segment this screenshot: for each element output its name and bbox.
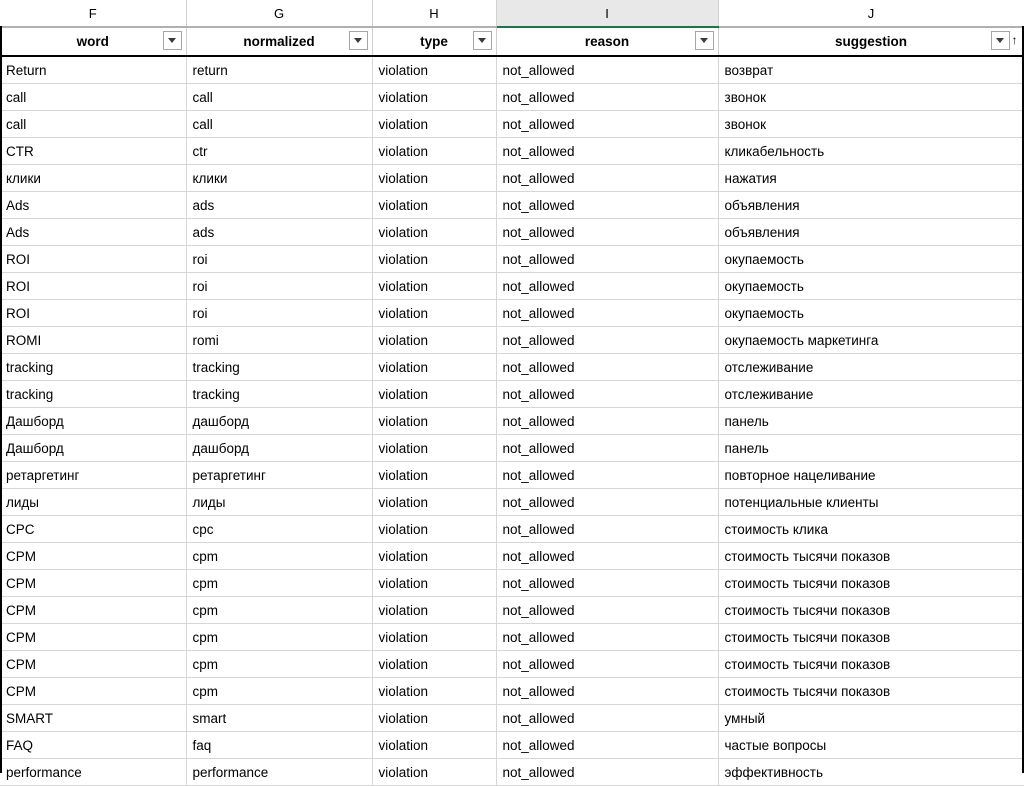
cell-reason[interactable]: not_allowed: [496, 165, 718, 192]
cell-normalized[interactable]: клики: [186, 165, 372, 192]
cell-suggestion[interactable]: стоимость тысячи показов: [718, 543, 1024, 570]
cell-reason[interactable]: not_allowed: [496, 462, 718, 489]
cell-normalized[interactable]: return: [186, 56, 372, 84]
field-header-normalized: [186, 27, 372, 56]
table-row[interactable]: [0, 543, 1024, 570]
cell-word[interactable]: Ads: [0, 192, 186, 219]
cell-suggestion[interactable]: стоимость тысячи показов: [718, 597, 1024, 624]
cell-word[interactable]: Ads: [0, 219, 186, 246]
cell-type[interactable]: violation: [372, 246, 496, 273]
cell-word[interactable]: CTR: [0, 138, 186, 165]
filter-dropdown-icon-normalized[interactable]: [349, 31, 368, 50]
cell-normalized[interactable]: cpm: [186, 570, 372, 597]
cell-type[interactable]: violation: [372, 354, 496, 381]
filter-dropdown-icon-type[interactable]: [473, 31, 492, 50]
cell-word[interactable]: ROI: [0, 300, 186, 327]
cell-suggestion[interactable]: окупаемость: [718, 273, 1024, 300]
cell-reason[interactable]: not_allowed: [496, 408, 718, 435]
table-row[interactable]: [0, 381, 1024, 408]
cell-word[interactable]: tracking: [0, 354, 186, 381]
column-header-f[interactable]: F: [0, 0, 186, 27]
cell-type[interactable]: violation: [372, 138, 496, 165]
cell-type[interactable]: violation: [372, 462, 496, 489]
table-row[interactable]: [0, 138, 1024, 165]
cell-normalized[interactable]: tracking: [186, 354, 372, 381]
cell-reason[interactable]: not_allowed: [496, 435, 718, 462]
cell-reason[interactable]: not_allowed: [496, 516, 718, 543]
filter-dropdown-icon-word[interactable]: [163, 31, 182, 50]
cell-reason[interactable]: not_allowed: [496, 192, 718, 219]
field-header-word-label: word: [76, 34, 109, 49]
cell-normalized[interactable]: дашборд: [186, 435, 372, 462]
cell-word[interactable]: CPM: [0, 678, 186, 705]
cell-type[interactable]: violation: [372, 435, 496, 462]
cell-type[interactable]: violation: [372, 678, 496, 705]
cell-normalized[interactable]: call: [186, 111, 372, 138]
cell-word[interactable]: CPM: [0, 597, 186, 624]
cell-type[interactable]: violation: [372, 624, 496, 651]
field-header-type: [372, 27, 496, 56]
cell-suggestion[interactable]: нажатия: [718, 165, 1024, 192]
field-header-suggestion: [718, 27, 1024, 56]
cell-suggestion[interactable]: стоимость тысячи показов: [718, 624, 1024, 651]
cell-reason[interactable]: not_allowed: [496, 705, 718, 732]
cell-reason[interactable]: not_allowed: [496, 327, 718, 354]
cell-word[interactable]: Дашборд: [0, 408, 186, 435]
table-row[interactable]: [0, 435, 1024, 462]
cell-suggestion[interactable]: панель: [718, 408, 1024, 435]
cell-normalized[interactable]: cpm: [186, 678, 372, 705]
cell-suggestion[interactable]: стоимость клика: [718, 516, 1024, 543]
cell-suggestion[interactable]: стоимость тысячи показов: [718, 678, 1024, 705]
cell-word[interactable]: CPM: [0, 651, 186, 678]
cell-normalized[interactable]: cpc: [186, 516, 372, 543]
cell-reason[interactable]: not_allowed: [496, 489, 718, 516]
cell-word[interactable]: SMART: [0, 705, 186, 732]
field-header-reason: [496, 27, 718, 56]
cell-reason[interactable]: not_allowed: [496, 597, 718, 624]
cell-normalized[interactable]: cpm: [186, 624, 372, 651]
table-row[interactable]: [0, 84, 1024, 111]
table-row[interactable]: [0, 462, 1024, 489]
cell-type[interactable]: violation: [372, 732, 496, 759]
cell-reason[interactable]: not_allowed: [496, 219, 718, 246]
table-left-border: [0, 26, 2, 773]
cell-normalized[interactable]: ретаргетинг: [186, 462, 372, 489]
cell-suggestion[interactable]: повторное нацеливание: [718, 462, 1024, 489]
cell-reason[interactable]: not_allowed: [496, 138, 718, 165]
cell-word[interactable]: Return: [0, 56, 186, 84]
column-header-i[interactable]: I: [496, 0, 718, 27]
cell-word[interactable]: Дашборд: [0, 435, 186, 462]
table-row[interactable]: [0, 300, 1024, 327]
cell-type[interactable]: violation: [372, 56, 496, 84]
cell-type[interactable]: violation: [372, 570, 496, 597]
cell-reason[interactable]: not_allowed: [496, 732, 718, 759]
cell-normalized[interactable]: лиды: [186, 489, 372, 516]
cell-suggestion[interactable]: панель: [718, 435, 1024, 462]
cell-reason[interactable]: not_allowed: [496, 354, 718, 381]
cell-suggestion[interactable]: звонок: [718, 84, 1024, 111]
table-row[interactable]: [0, 56, 1024, 84]
cell-reason[interactable]: not_allowed: [496, 56, 718, 84]
filter-dropdown-icon-suggestion[interactable]: [991, 31, 1018, 50]
cell-suggestion[interactable]: стоимость тысячи показов: [718, 570, 1024, 597]
cell-reason[interactable]: not_allowed: [496, 570, 718, 597]
sort-ascending-icon: ↑: [1011, 33, 1018, 47]
cell-suggestion[interactable]: окупаемость маркетинга: [718, 327, 1024, 354]
cell-word[interactable]: call: [0, 111, 186, 138]
cell-suggestion[interactable]: потенциальные клиенты: [718, 489, 1024, 516]
cell-normalized[interactable]: ads: [186, 219, 372, 246]
cell-suggestion[interactable]: возврат: [718, 56, 1024, 84]
cell-reason[interactable]: not_allowed: [496, 381, 718, 408]
table-row[interactable]: [0, 732, 1024, 759]
cell-suggestion[interactable]: кликабельность: [718, 138, 1024, 165]
cell-normalized[interactable]: roi: [186, 246, 372, 273]
cell-word[interactable]: FAQ: [0, 732, 186, 759]
cell-type[interactable]: violation: [372, 705, 496, 732]
cell-word[interactable]: CPM: [0, 543, 186, 570]
cell-suggestion[interactable]: эффективность: [718, 759, 1024, 786]
cell-normalized[interactable]: tracking: [186, 381, 372, 408]
cell-type[interactable]: violation: [372, 759, 496, 786]
cell-reason[interactable]: not_allowed: [496, 111, 718, 138]
table-row[interactable]: [0, 516, 1024, 543]
cell-suggestion[interactable]: отслеживание: [718, 381, 1024, 408]
field-header-type-label: type: [420, 34, 448, 49]
cell-normalized[interactable]: дашборд: [186, 408, 372, 435]
cell-word[interactable]: call: [0, 84, 186, 111]
cell-type[interactable]: violation: [372, 219, 496, 246]
cell-suggestion[interactable]: окупаемость: [718, 246, 1024, 273]
cell-suggestion[interactable]: окупаемость: [718, 300, 1024, 327]
field-header-row: [0, 27, 1024, 56]
table-row[interactable]: [0, 192, 1024, 219]
column-letter-row: [0, 0, 1024, 27]
cell-normalized[interactable]: roi: [186, 300, 372, 327]
cell-reason[interactable]: not_allowed: [496, 273, 718, 300]
table-row[interactable]: [0, 705, 1024, 732]
cell-word[interactable]: лиды: [0, 489, 186, 516]
column-header-g[interactable]: G: [186, 0, 372, 27]
cell-normalized[interactable]: call: [186, 84, 372, 111]
cell-normalized[interactable]: ctr: [186, 138, 372, 165]
table-row[interactable]: [0, 327, 1024, 354]
table-body: [0, 56, 1024, 786]
table-row[interactable]: [0, 354, 1024, 381]
table-row[interactable]: [0, 489, 1024, 516]
table-row[interactable]: [0, 111, 1024, 138]
filter-dropdown-icon-reason[interactable]: [695, 31, 714, 50]
cell-normalized[interactable]: romi: [186, 327, 372, 354]
cell-reason[interactable]: not_allowed: [496, 84, 718, 111]
field-header-suggestion-label: suggestion: [834, 34, 907, 49]
table-row[interactable]: [0, 597, 1024, 624]
table-row[interactable]: [0, 408, 1024, 435]
cell-word[interactable]: ROMI: [0, 327, 186, 354]
cell-reason[interactable]: not_allowed: [496, 543, 718, 570]
cell-normalized[interactable]: faq: [186, 732, 372, 759]
cell-normalized[interactable]: cpm: [186, 543, 372, 570]
cell-reason[interactable]: not_allowed: [496, 678, 718, 705]
cell-word[interactable]: ROI: [0, 273, 186, 300]
cell-word[interactable]: performance: [0, 759, 186, 786]
cell-suggestion[interactable]: объявления: [718, 219, 1024, 246]
cell-word[interactable]: ретаргетинг: [0, 462, 186, 489]
cell-suggestion[interactable]: объявления: [718, 192, 1024, 219]
cell-type[interactable]: violation: [372, 408, 496, 435]
cell-type[interactable]: violation: [372, 651, 496, 678]
cell-word[interactable]: ROI: [0, 246, 186, 273]
table-row[interactable]: [0, 624, 1024, 651]
cell-normalized[interactable]: performance: [186, 759, 372, 786]
cell-word[interactable]: CPC: [0, 516, 186, 543]
cell-normalized[interactable]: smart: [186, 705, 372, 732]
cell-type[interactable]: violation: [372, 273, 496, 300]
cell-word[interactable]: клики: [0, 165, 186, 192]
cell-suggestion[interactable]: умный: [718, 705, 1024, 732]
cell-normalized[interactable]: cpm: [186, 651, 372, 678]
cell-suggestion[interactable]: звонок: [718, 111, 1024, 138]
cell-reason[interactable]: not_allowed: [496, 759, 718, 786]
cell-reason[interactable]: not_allowed: [496, 300, 718, 327]
column-header-j[interactable]: J: [718, 0, 1024, 27]
cell-word[interactable]: tracking: [0, 381, 186, 408]
cell-type[interactable]: violation: [372, 381, 496, 408]
cell-type[interactable]: violation: [372, 597, 496, 624]
table-row[interactable]: [0, 165, 1024, 192]
table-row[interactable]: [0, 570, 1024, 597]
cell-reason[interactable]: not_allowed: [496, 651, 718, 678]
cell-suggestion[interactable]: частые вопросы: [718, 732, 1024, 759]
cell-suggestion[interactable]: стоимость тысячи показов: [718, 651, 1024, 678]
field-header-word: [0, 27, 186, 56]
table-row[interactable]: [0, 759, 1024, 786]
cell-type[interactable]: violation: [372, 543, 496, 570]
cell-reason[interactable]: not_allowed: [496, 624, 718, 651]
cell-type[interactable]: violation: [372, 111, 496, 138]
cell-normalized[interactable]: roi: [186, 273, 372, 300]
cell-word[interactable]: CPM: [0, 570, 186, 597]
table-row[interactable]: [0, 273, 1024, 300]
cell-normalized[interactable]: ads: [186, 192, 372, 219]
cell-type[interactable]: violation: [372, 165, 496, 192]
cell-normalized[interactable]: cpm: [186, 597, 372, 624]
field-header-reason-label: reason: [584, 34, 630, 49]
column-header-h[interactable]: H: [372, 0, 496, 27]
cell-type[interactable]: violation: [372, 516, 496, 543]
cell-type[interactable]: violation: [372, 192, 496, 219]
table-row[interactable]: [0, 219, 1024, 246]
cell-reason[interactable]: not_allowed: [496, 246, 718, 273]
cell-type[interactable]: violation: [372, 327, 496, 354]
field-header-normalized-label: normalized: [243, 34, 315, 49]
table-row[interactable]: [0, 246, 1024, 273]
cell-type[interactable]: violation: [372, 300, 496, 327]
table-row[interactable]: [0, 651, 1024, 678]
table-row[interactable]: [0, 678, 1024, 705]
cell-word[interactable]: CPM: [0, 624, 186, 651]
cell-suggestion[interactable]: отслеживание: [718, 354, 1024, 381]
cell-type[interactable]: violation: [372, 489, 496, 516]
cell-type[interactable]: violation: [372, 84, 496, 111]
